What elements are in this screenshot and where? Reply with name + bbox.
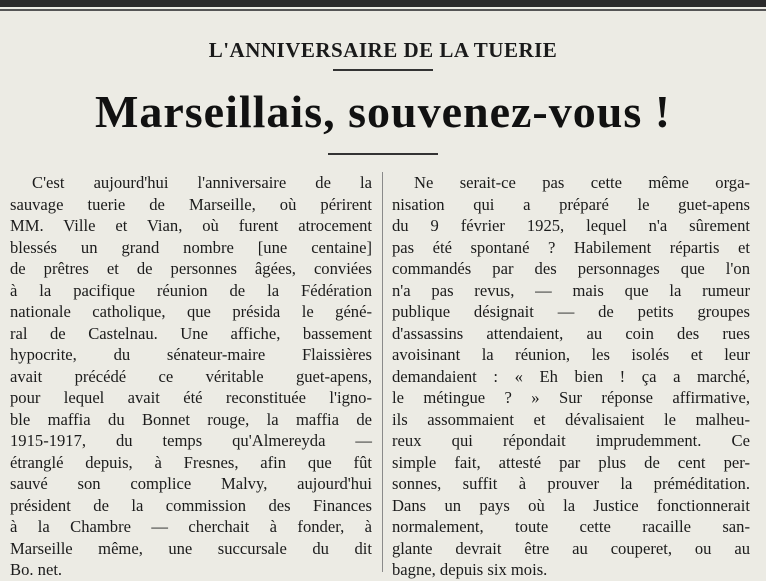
text-line: blessés un grand nombre [une centaine] <box>10 237 372 257</box>
text-line: le métingue ? » Sur réponse affirmative, <box>392 388 750 407</box>
left-column <box>10 172 372 581</box>
text-line: normalement, toute cette racaille san- <box>392 517 750 536</box>
text-line: simple fait, attesté par plus de cent per- <box>392 452 750 472</box>
text-line: pour lequel avait été reconstituée l'igno- <box>10 388 372 407</box>
top-border-rule-thin <box>0 9 766 11</box>
text-line: Marseille même, une succursale du dit <box>10 538 372 558</box>
right-column <box>392 172 750 581</box>
kicker-heading: L'ANNIVERSAIRE DE LA TUERIE <box>208 38 558 62</box>
text-line: publique désignait — de petits groupes <box>392 302 750 321</box>
headline-divider <box>328 153 438 155</box>
text-line: avait précédé ce véritable guet-apens, <box>10 366 372 386</box>
text-line: ils assommaient et dévalisaient le malheu- <box>392 409 750 429</box>
text-line: MM. Ville et Vian, où furent atrocement <box>10 216 372 235</box>
text-line: sonnes, suffit à prouver la préméditation. <box>392 474 750 493</box>
top-border-rule <box>0 0 766 7</box>
text-line: 1915-1917, du temps qu'Almereyda — <box>10 431 372 450</box>
text-line: à la pacifique réunion de la Fédération <box>10 280 372 300</box>
text-line: Bo. net. <box>10 560 63 579</box>
text-line: du 9 février 1925, lequel n'a sûrement <box>392 216 750 235</box>
text-line: glante devrait être au couperet, ou au <box>392 538 750 558</box>
text-line: Dans un pays où la Justice fonctionnerait <box>392 495 750 515</box>
text-line: sauvé son complice Malvy, aujourd'hui <box>10 474 372 493</box>
text-line: de prêtres et de personnes âgées, conviées <box>10 259 372 278</box>
text-line: C'est aujourd'hui l'anniversaire de la <box>32 173 372 192</box>
text-line: demandaient : « Eh bien ! ça a marché, <box>392 366 750 386</box>
text-line: ble maffia du Bonnet rouge, la maffia de <box>10 409 372 429</box>
text-line: sauvage tuerie de Marseille, où périrent <box>10 194 372 214</box>
kicker-divider <box>333 69 433 71</box>
text-line: n'a pas revus, — mais que la rumeur <box>392 280 750 300</box>
column-divider <box>382 172 383 572</box>
text-line: ral de Castelnau. Une affiche, bassement <box>10 323 372 343</box>
text-line: nationale catholique, que présida le géné- <box>10 302 372 321</box>
text-line: reux qui répondait imprudemment. Ce <box>392 431 750 450</box>
text-line: président de la commission des Finances <box>10 495 372 515</box>
headline: Marseillais, souvenez-vous ! <box>94 86 672 137</box>
text-line: étranglé depuis, à Fresnes, afin que fût <box>10 452 372 472</box>
text-line: à la Chambre — cherchait à fonder, à <box>10 517 372 536</box>
text-line: nisation qui a préparé le guet-apens <box>392 194 750 214</box>
text-line: hypocrite, du sénateur-maire Flaissières <box>10 345 372 364</box>
text-line: bagne, depuis six mois. <box>392 560 548 579</box>
text-line: d'assassins attendaient, au coin des rues <box>392 323 750 343</box>
text-line: avoisinant la réunion, les isolés et leur <box>392 345 750 364</box>
text-line: Ne serait-ce pas cette même orga- <box>414 173 750 192</box>
text-line: pas été spontané ? Habilement répartis et <box>392 237 750 257</box>
text-line: commandés par des personnages que l'on <box>392 259 750 278</box>
